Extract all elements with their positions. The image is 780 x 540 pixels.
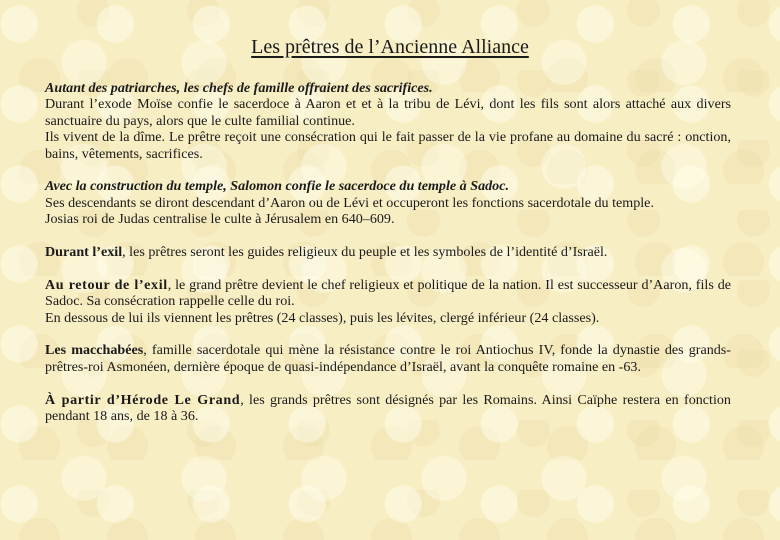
paragraph-line: En dessous de lui ils viennent les prêtres (24 classes), puis les lévites, clergé inférieur (24 classes). bbox=[45, 309, 600, 326]
paragraph-line: Josias roi de Judas centralise le culte à Jérusalem en 640–609. bbox=[45, 211, 395, 228]
paragraph-text: , famille sacerdotale qui mène la résistance contre le roi Antiochus IV, fonde la dynastie des grands-prêtres-roi Asmonéen, dernière époque de quasi-indépendance d’Israël, avant la conquête romaine en -63. bbox=[45, 342, 731, 375]
page-title: Les prêtres de l’Ancienne Alliance bbox=[251, 36, 529, 58]
paragraph-text: , les grands prêtres sont désignés par les Romains. Ainsi Caïphe restera en fonction pendant 18 ans, de 18 à 36. bbox=[45, 391, 731, 425]
paragraph-line: Ses descendants se diront descendant d’Aaron ou de Lévi et occuperont les fonctions sacerdotale du temple. bbox=[45, 194, 654, 211]
paragraph-text: , le grand prêtre devient le chef religieux et politique de la nation. Il est successeur d’Aaron, fils de Sadoc. Sa consécration rappelle celle du roi. bbox=[45, 276, 731, 310]
paragraph-lead: Les macchabées bbox=[45, 342, 144, 359]
paragraph-temple bbox=[45, 178, 731, 227]
paragraph-maccabees bbox=[45, 342, 731, 375]
paragraph-lead: Autant des patriarches, les chefs de famille offraient des sacrifices. bbox=[45, 80, 433, 96]
paragraph-text: , les prêtres seront les guides religieux du peuple et les symboles de l’identité d’Israël. bbox=[122, 244, 608, 261]
paragraph-lead: À partir d’Hérode Le Grand bbox=[45, 391, 241, 408]
paragraph-herod bbox=[45, 392, 731, 425]
slide-content bbox=[45, 80, 731, 441]
paragraph-line: Ils vivent de la dîme. Le prêtre reçoit une consécration qui le fait passer de la vie profane au domaine du sacré : onction, bains, vêtements, sacrifices. bbox=[45, 129, 731, 162]
paragraph-line: Durant l’exode Moïse confie le sacerdoce à Aaron et et à la tribu de Lévi, dont les fils sont alors attaché aux divers sanctuaire du pays, alors que le culte familial continue. bbox=[45, 96, 731, 129]
paragraph-return bbox=[45, 277, 731, 326]
paragraph-lead: Durant l’exil bbox=[45, 244, 123, 261]
paragraph-lead: Au retour de l’exil bbox=[45, 276, 168, 293]
paragraph-exile bbox=[45, 244, 731, 260]
paragraph-patriarchs bbox=[45, 80, 731, 162]
paragraph-lead: Avec la construction du temple, Salomon confie le sacerdoce du temple à Sadoc. bbox=[45, 178, 510, 195]
